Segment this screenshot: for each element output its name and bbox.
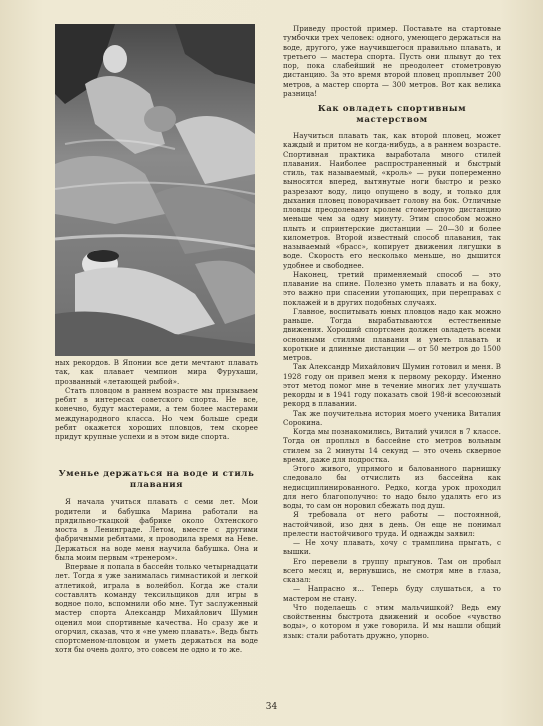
right-paragraph-7: Этого живого, упрямого и балованного парнишку следовало бы отчислить из бассейна как недисциплинированного. Редко, когда урок проходил для него благополучно: то надо было удалять его из воды, то сам он норовил сбежать под душ. <box>283 464 501 510</box>
right-paragraph-2: Наконец, третий применяемый способ — это плавание на спине. Полезно уметь плавать и на боку, это важно при спасении утопающих, при переправах с поклажей и в других подобных случаях. <box>283 269 501 307</box>
right-paragraph-6: Когда мы познакомились, Виталий учился в 7 классе. Тогда он проплыл в бассейне сто метров вольным стилем за 2 минуты 14 секунд — это очень скверное время, даже для подростка. <box>283 427 501 464</box>
right-paragraph-11: — Напрасно я... Теперь буду слушаться, а то мастером не стану. <box>283 584 501 603</box>
right-paragraph-3: Главное, воспитывать юных пловцов надо как можно раньше. Тогда вырабатываются естественные движения. Хороший спортсмен должен овладеть всеми основными стилями плавания и уметь плавать и короткие и длинные дистанции — от 50 метров до 1500 метров. <box>283 306 501 362</box>
left-intro-paragraph-2: Стать пловцом в раннем возрасте мы призываем ребят в интересах советского спорта. Не все, конечно, будут мастерами, а тем более мастерами международного класса. Но чем больше среди ребят окажется хороших пловцов, тем скорее придут крупные успехи и в этом виде спорта. <box>55 385 258 441</box>
right-intro-paragraph: Приведу простой пример. Поставьте на стартовые тумбочки трех человек: одного, умеющего держаться на воде, другого, уже научившегося правильно плавать, и третьего — мастера спорта. Пусть они плывут до тех пор, пока слабейший не преодолеет стометровую дистанцию. За это время второй пловец проплывет 200 метров, а мастер спорта — 300 метров. Вот как велика разница! <box>283 24 501 98</box>
swimmers-photo-image <box>55 24 255 356</box>
page-number: 34 <box>265 702 278 712</box>
right-paragraph-9: — Не хочу плавать, хочу с трамплина прыгать, с вышки. <box>283 538 501 557</box>
swimmers-photo <box>55 24 255 356</box>
right-paragraph-1: Научиться плавать так, как второй пловец, может каждый и притом не когда-нибудь, а в раннем возрасте. Спортивная практика выработала много стилей плавания. Наиболее распространенный и быстрый стиль, так называемый, «кроль» — руки попеременно выносятся вперед, вытянутые ноги быстро и резко разрезают воду, лицо опущено в воду, и только для дыхания пловец поворачивает голову на бок. Отличные пловцы преодолевают кролем стометровую дистанцию меньше чем за одну минуту. Этим способом можно плыть и спринтерские дистанции — 20—30 и более километров. Второй известный способ плавания, так называемый «брасс», копирует движения лягушки в воде. Скорость его несколько меньше, но дышится удобнее и свободнее. <box>283 131 501 270</box>
right-paragraph-8: Я требовала от него работы — постоянной, настойчивой, изо дня в день. Он еще не понимал прелести настойчивого труда. И однажды заявил: <box>283 510 501 538</box>
right-column <box>283 24 501 640</box>
section-heading-right: Как овладеть спортивным мастерством <box>317 104 467 125</box>
right-paragraph-10: Его перевели в группу прыгунов. Там он пробыл всего месяц и, вернувшись, не смотря мне в глаза, сказал: <box>283 556 501 584</box>
right-paragraph-4: Так Александр Михайлович Шумин готовил и меня. В 1928 году он привел меня к первому рекорду. Именно этот метод помог мне в течение многих лет улучшать рекорды и в 1941 году показать свой 198-й всесоюзный рекорд в плавании. <box>283 362 501 409</box>
left-intro-paragraph-1: ных рекордов. В Японии все дети мечтают плавать так, как плавает чемпион мира Фурухаши, прозванный «летающей рыбой». <box>55 358 258 386</box>
left-column <box>55 358 258 655</box>
left-paragraph-1: Я начала учиться плавать с семи лет. Мои родители и бабушка Марина работали на прядильно-ткацкой фабрике около Охтенского моста в Ленинграде. Летом, вместе с другими фабричными ребятами, я проводила время на Неве. Держаться на воде меня научила бабушка. Она и была моим первым «тренером». <box>55 497 258 562</box>
section-heading-left: Уменье держаться на воде и стиль плавания <box>58 469 255 491</box>
left-paragraph-2: Впервые я попала в бассейн только четырнадцати лет. Тогда я уже занималась гимнастикой и легкой атлетикой, играла в волейбол. Когда же стали составлять команду тексильщиков для игры в водное поло, вспомнили обо мне. Тут заслуженный мастер спорта Александр Михайлович Шумин оценил мои спортивные качества. Но сразу же и огорчил, сказав, что я «не умею плавать». Ведь быть спортсменом-пловцом и уметь держаться на воде хотя бы очень долго, это совсем не одно и то же. <box>55 562 258 655</box>
right-paragraph-5: Так же поучительна история моего ученика Виталия Сорокина. <box>283 408 501 427</box>
right-paragraph-12: Что поделаешь с этим мальчишкой? Ведь ему свойственны быстрота движений и особое «чувство воды», о котором я уже говорила. И мы нашли общий язык: стали работать дружно, упорно. <box>283 602 501 640</box>
